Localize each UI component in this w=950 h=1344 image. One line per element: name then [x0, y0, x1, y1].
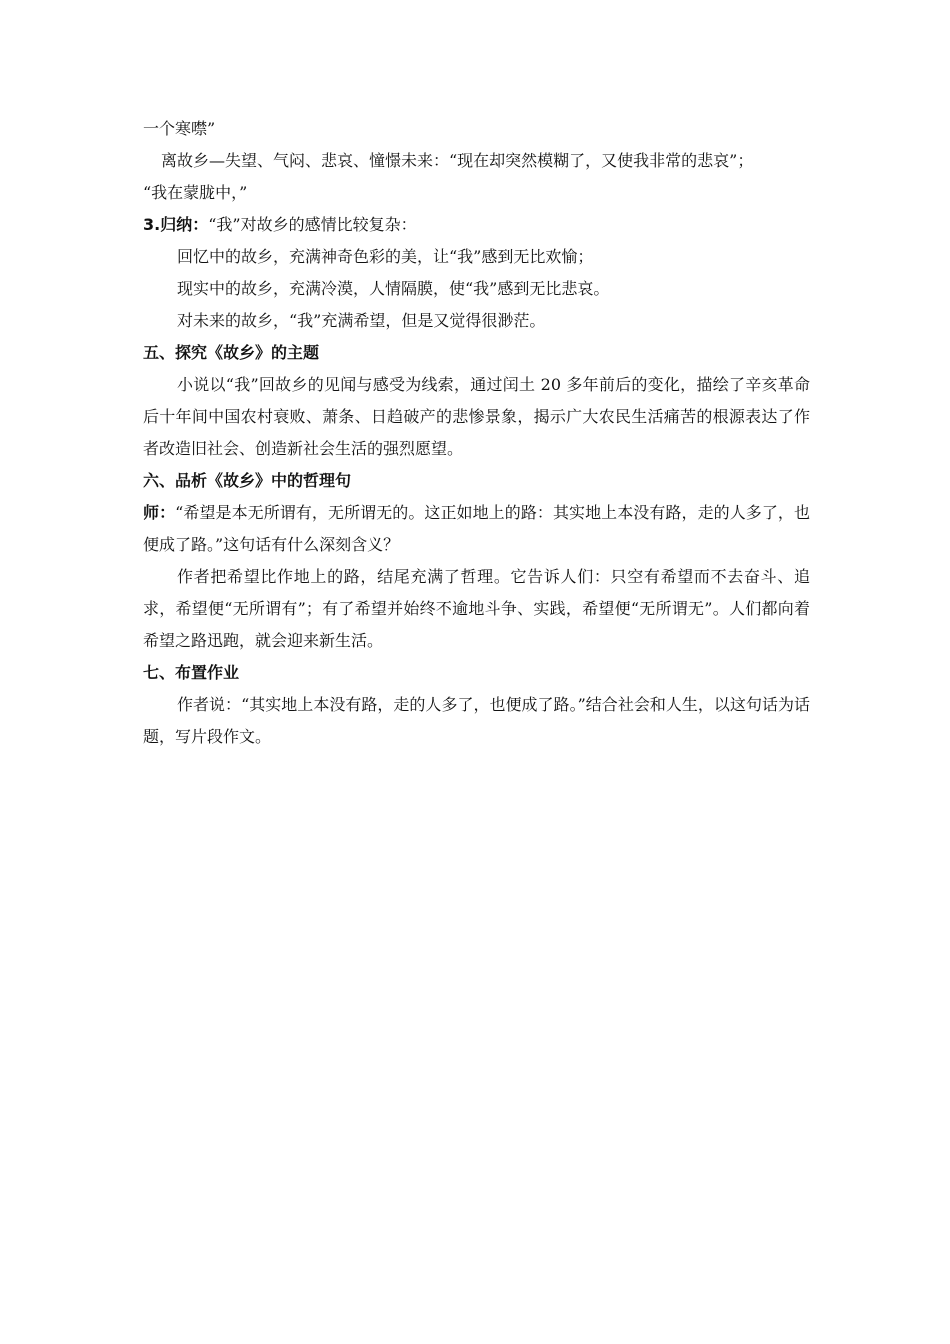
text-line: “我在蒙胧中，” [143, 183, 248, 202]
teacher-question [143, 497, 810, 561]
summary-item: 现实中的故乡，充满冷漠，人情隔膜，使“我”感到无比悲哀。 [177, 279, 610, 298]
section-heading: 五、探究《故乡》的主题 [143, 343, 320, 362]
section-heading: 七、布置作业 [143, 663, 240, 682]
text-line: 一个寒噤” [143, 119, 216, 138]
section-heading: 六、品析《故乡》中的哲理句 [143, 471, 352, 490]
section-paragraph: 作者说：“其实地上本没有路，走的人多了，也便成了路。”结合社会和人生，以这句话为话题，写片段作文。 [143, 695, 810, 746]
summary-line [143, 209, 810, 241]
summary-label: 3.归纳： [143, 215, 209, 234]
teacher-label: 师： [143, 503, 176, 522]
section-paragraph: 作者把希望比作地上的路，结尾充满了哲理。它告诉人们：只空有希望而不去奋斗、追求，希望便“无所谓有”；有了希望并始终不逾地斗争、实践，希望便“无所谓无”。人们都向着希望之路迅跑，就会迎来新生活。 [143, 567, 810, 650]
text-line: 离故乡—失望、气闷、悲哀、憧憬未来：“现在却突然模糊了，又使我非常的悲哀”； [161, 151, 754, 170]
section-paragraph: 小说以“我”回故乡的见闻与感受为线索，通过闰土 20 多年前后的变化，描绘了辛亥革命后十年间中国农村衰败、萧条、日趋破产的悲惨景象，揭示广大农民生活痛苦的根源表达了作者改造旧社会、创造新社会生活的强烈愿望。 [143, 375, 810, 458]
summary-item: 对未来的故乡，“我”充满希望，但是又觉得很渺茫。 [177, 311, 546, 330]
question-text: “希望是本无所谓有，无所谓无的。这正如地上的路：其实地上本没有路，走的人多了，也便成了路。”这句话有什么深刻含义？ [143, 503, 810, 554]
summary-item: 回忆中的故乡，充满神奇色彩的美，让“我”感到无比欢愉； [177, 247, 594, 266]
document-body [143, 113, 810, 753]
summary-text: “我”对故乡的感情比较复杂： [208, 215, 417, 234]
